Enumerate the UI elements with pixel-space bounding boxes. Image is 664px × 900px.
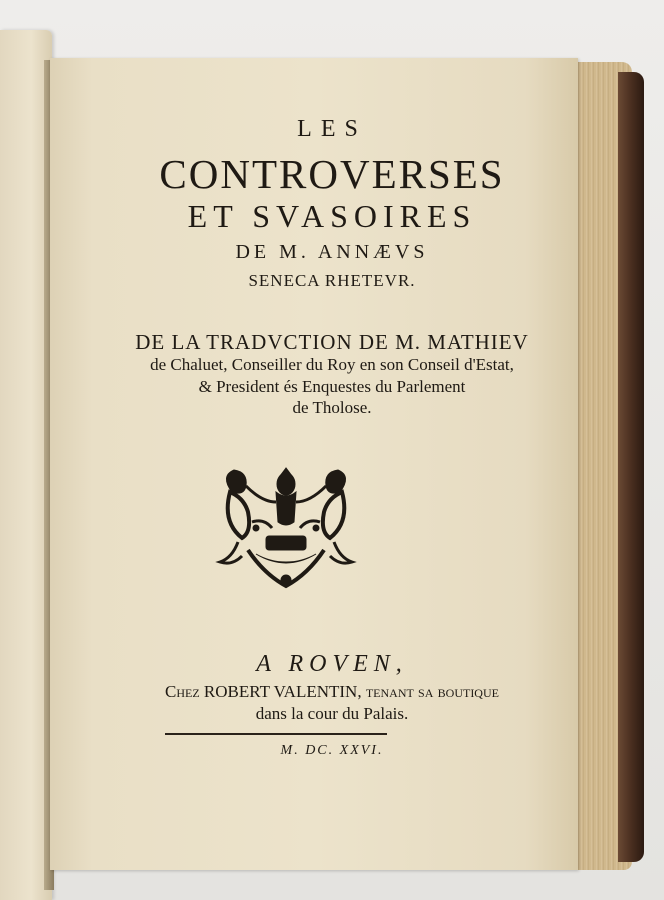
title-line-author: DE M. ANNÆVS <box>235 241 429 263</box>
imprint-printer-line-1: Chez ROBERT VALENTIN, tenant sa boutique <box>165 682 499 701</box>
translation-line-4: de Tholose. <box>292 398 372 417</box>
translation-line-3: & President és Enquestes du Parlement <box>198 377 466 396</box>
translation-line-2: de Chaluet, Conseiller du Roy en son Conseil d'Estat, <box>150 355 514 374</box>
imprint-place: A ROVEN, <box>256 651 408 677</box>
imprint-date: M. DC. XXVI. <box>280 743 384 758</box>
printers-device-icon <box>212 462 360 590</box>
imprint-printer-line-2: dans la cour du Palais. <box>255 704 409 723</box>
imprint-rule <box>165 733 387 735</box>
translation-line-1: DE LA TRADVCTION DE M. MATHIEV <box>135 330 529 354</box>
title-line-author-epithet: SENECA RHETEVR. <box>248 271 416 290</box>
title-line-controverses: CONTROVERSES <box>159 151 505 197</box>
title-line-les: LES <box>297 116 367 142</box>
title-line-svasoires: ET SVASOIRES <box>187 198 477 234</box>
